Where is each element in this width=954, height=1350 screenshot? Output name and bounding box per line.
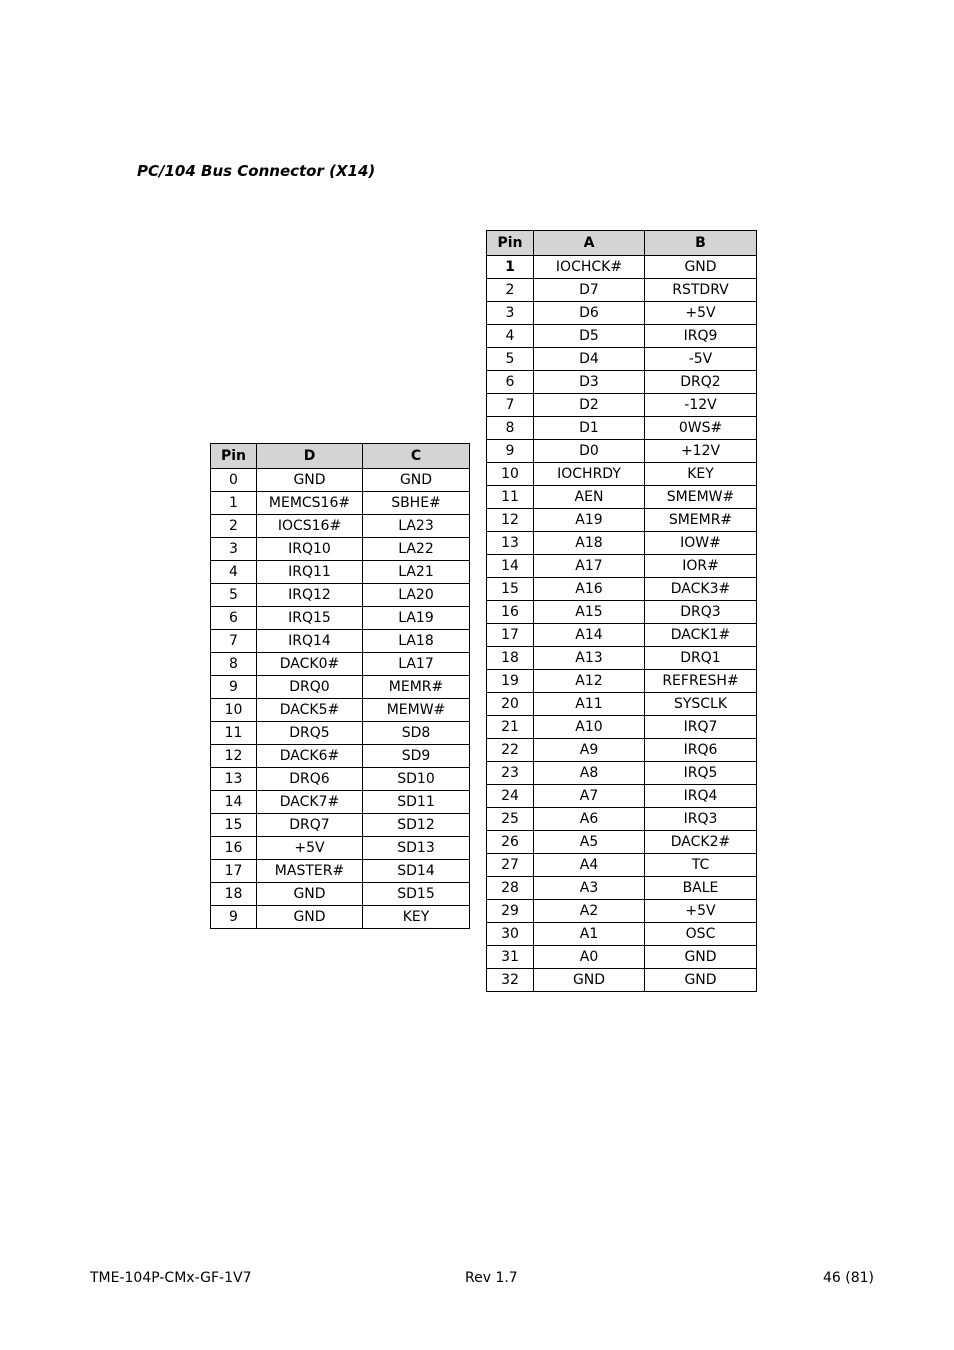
cell-signal-2: SD15: [363, 883, 470, 906]
cell-signal-1: GND: [257, 469, 363, 492]
cell-signal-2: TC: [645, 854, 757, 877]
cell-signal-2: DRQ3: [645, 601, 757, 624]
cell-signal-2: -5V: [645, 348, 757, 371]
cell-signal-1: D4: [534, 348, 645, 371]
cell-pin: 16: [211, 837, 257, 860]
cell-signal-1: IRQ10: [257, 538, 363, 561]
cell-signal-2: IOW#: [645, 532, 757, 555]
cell-signal-1: A13: [534, 647, 645, 670]
table-row: [487, 923, 757, 946]
cell-pin: 13: [211, 768, 257, 791]
cell-pin: 19: [487, 670, 534, 693]
cell-pin: 25: [487, 808, 534, 831]
cell-signal-1: DRQ0: [257, 676, 363, 699]
table-row: [487, 256, 757, 279]
cell-signal-2: SD12: [363, 814, 470, 837]
cell-pin: 14: [211, 791, 257, 814]
cell-signal-1: +5V: [257, 837, 363, 860]
cell-signal-2: -12V: [645, 394, 757, 417]
cell-pin: 11: [211, 722, 257, 745]
table-row: [487, 302, 757, 325]
cell-signal-2: GND: [645, 256, 757, 279]
cell-pin: 21: [487, 716, 534, 739]
cell-signal-1: IOCS16#: [257, 515, 363, 538]
cell-pin: 7: [487, 394, 534, 417]
cell-pin: 20: [487, 693, 534, 716]
cell-pin: 2: [487, 279, 534, 302]
cell-signal-1: MASTER#: [257, 860, 363, 883]
cell-pin: 4: [211, 561, 257, 584]
table-row: [487, 371, 757, 394]
cell-signal-2: LA19: [363, 607, 470, 630]
table-row: [211, 561, 470, 584]
cell-pin: 24: [487, 785, 534, 808]
table-row: [211, 699, 470, 722]
cell-signal-2: IRQ6: [645, 739, 757, 762]
cell-pin: 29: [487, 900, 534, 923]
cell-signal-2: OSC: [645, 923, 757, 946]
cell-signal-2: SD10: [363, 768, 470, 791]
table-row: [487, 946, 757, 969]
cell-signal-1: A16: [534, 578, 645, 601]
cell-signal-1: IOCHRDY: [534, 463, 645, 486]
table-row: [487, 785, 757, 808]
cell-signal-1: D2: [534, 394, 645, 417]
cell-signal-2: LA17: [363, 653, 470, 676]
cell-signal-2: SD8: [363, 722, 470, 745]
table-row: [487, 578, 757, 601]
pin-table-ab: [486, 230, 757, 992]
cell-signal-1: A17: [534, 555, 645, 578]
cell-signal-1: D3: [534, 371, 645, 394]
section-heading: PC/104 Bus Connector (X14): [137, 162, 376, 180]
cell-signal-1: DRQ7: [257, 814, 363, 837]
cell-signal-1: D7: [534, 279, 645, 302]
cell-pin: 6: [487, 371, 534, 394]
cell-signal-2: BALE: [645, 877, 757, 900]
table-row: [487, 877, 757, 900]
column-header-b: B: [645, 231, 757, 256]
cell-pin: 11: [487, 486, 534, 509]
cell-signal-2: SYSCLK: [645, 693, 757, 716]
cell-signal-1: A0: [534, 946, 645, 969]
cell-pin: 15: [487, 578, 534, 601]
cell-signal-1: GND: [257, 906, 363, 929]
cell-signal-2: SD14: [363, 860, 470, 883]
table-row: [487, 486, 757, 509]
table-row: [487, 279, 757, 302]
cell-signal-1: MEMCS16#: [257, 492, 363, 515]
cell-signal-2: GND: [645, 969, 757, 992]
cell-pin: 26: [487, 831, 534, 854]
cell-signal-2: IRQ9: [645, 325, 757, 348]
cell-signal-2: IRQ7: [645, 716, 757, 739]
cell-signal-2: IRQ5: [645, 762, 757, 785]
cell-signal-1: A12: [534, 670, 645, 693]
table-row: [211, 676, 470, 699]
column-header-c: C: [363, 444, 470, 469]
cell-pin: 1: [211, 492, 257, 515]
table-row: [487, 762, 757, 785]
cell-signal-2: MEMW#: [363, 699, 470, 722]
table-row: [487, 417, 757, 440]
cell-pin: 22: [487, 739, 534, 762]
table-row: [211, 837, 470, 860]
table-row: [487, 670, 757, 693]
cell-pin: 13: [487, 532, 534, 555]
cell-pin: 15: [211, 814, 257, 837]
cell-pin: 10: [487, 463, 534, 486]
table-header-row: [211, 444, 470, 469]
cell-signal-1: AEN: [534, 486, 645, 509]
cell-signal-2: IRQ3: [645, 808, 757, 831]
cell-signal-2: DACK2#: [645, 831, 757, 854]
table-row: [211, 515, 470, 538]
cell-signal-2: LA22: [363, 538, 470, 561]
cell-signal-2: DRQ2: [645, 371, 757, 394]
table-row: [487, 969, 757, 992]
table-row: [487, 463, 757, 486]
cell-signal-1: A9: [534, 739, 645, 762]
table-row: [211, 492, 470, 515]
cell-pin: 14: [487, 555, 534, 578]
cell-signal-2: DACK1#: [645, 624, 757, 647]
table-row: [487, 601, 757, 624]
cell-pin: 16: [487, 601, 534, 624]
cell-pin: 28: [487, 877, 534, 900]
cell-pin: 8: [487, 417, 534, 440]
cell-signal-1: D1: [534, 417, 645, 440]
footer-revision: Rev 1.7: [465, 1270, 518, 1286]
cell-pin: 3: [487, 302, 534, 325]
cell-signal-1: A6: [534, 808, 645, 831]
table-row: [487, 739, 757, 762]
table-row: [487, 532, 757, 555]
cell-signal-1: A15: [534, 601, 645, 624]
cell-signal-2: SD11: [363, 791, 470, 814]
cell-signal-2: MEMR#: [363, 676, 470, 699]
cell-signal-1: A7: [534, 785, 645, 808]
table-row: [487, 325, 757, 348]
cell-pin: 27: [487, 854, 534, 877]
cell-pin: 5: [487, 348, 534, 371]
cell-signal-1: A5: [534, 831, 645, 854]
footer-document-id: TME-104P-CMx-GF-1V7: [90, 1270, 252, 1286]
cell-signal-1: DACK6#: [257, 745, 363, 768]
cell-signal-2: DRQ1: [645, 647, 757, 670]
cell-signal-1: A2: [534, 900, 645, 923]
table-row: [211, 584, 470, 607]
cell-pin: 32: [487, 969, 534, 992]
cell-signal-1: A19: [534, 509, 645, 532]
cell-signal-1: IRQ15: [257, 607, 363, 630]
cell-signal-2: DACK3#: [645, 578, 757, 601]
cell-signal-2: KEY: [363, 906, 470, 929]
cell-pin: 9: [211, 676, 257, 699]
table-row: [487, 716, 757, 739]
cell-signal-1: D5: [534, 325, 645, 348]
table-row: [487, 900, 757, 923]
cell-pin: 3: [211, 538, 257, 561]
cell-pin: 18: [487, 647, 534, 670]
cell-pin: 12: [211, 745, 257, 768]
table-row: [211, 768, 470, 791]
cell-pin: 17: [487, 624, 534, 647]
table-header-row: [487, 231, 757, 256]
table-row: [211, 607, 470, 630]
cell-pin: 23: [487, 762, 534, 785]
cell-signal-2: SMEMR#: [645, 509, 757, 532]
table-row: [211, 814, 470, 837]
cell-signal-1: IRQ12: [257, 584, 363, 607]
cell-signal-1: D0: [534, 440, 645, 463]
cell-signal-2: KEY: [645, 463, 757, 486]
cell-signal-2: +5V: [645, 900, 757, 923]
cell-signal-2: GND: [645, 946, 757, 969]
cell-pin: 6: [211, 607, 257, 630]
cell-signal-1: DACK5#: [257, 699, 363, 722]
cell-signal-1: DACK0#: [257, 653, 363, 676]
cell-signal-1: DACK7#: [257, 791, 363, 814]
cell-signal-1: A4: [534, 854, 645, 877]
cell-signal-1: DRQ6: [257, 768, 363, 791]
cell-signal-1: A1: [534, 923, 645, 946]
table-row: [211, 883, 470, 906]
table-row: [211, 745, 470, 768]
cell-signal-2: IRQ4: [645, 785, 757, 808]
cell-pin: 5: [211, 584, 257, 607]
table-row: [487, 854, 757, 877]
cell-signal-1: A18: [534, 532, 645, 555]
cell-pin: 8: [211, 653, 257, 676]
cell-signal-2: 0WS#: [645, 417, 757, 440]
cell-signal-1: A8: [534, 762, 645, 785]
table-row: [487, 831, 757, 854]
table-row: [487, 808, 757, 831]
table-row: [211, 791, 470, 814]
cell-signal-2: LA20: [363, 584, 470, 607]
cell-signal-2: IOR#: [645, 555, 757, 578]
cell-signal-1: D6: [534, 302, 645, 325]
table-row: [211, 538, 470, 561]
cell-pin: 7: [211, 630, 257, 653]
cell-pin: 18: [211, 883, 257, 906]
cell-signal-1: A11: [534, 693, 645, 716]
cell-pin: 4: [487, 325, 534, 348]
cell-pin: 17: [211, 860, 257, 883]
table-row: [211, 630, 470, 653]
cell-signal-1: IOCHCK#: [534, 256, 645, 279]
cell-signal-1: GND: [257, 883, 363, 906]
cell-pin: 9: [211, 906, 257, 929]
table-row: [211, 653, 470, 676]
column-header-pin: Pin: [487, 231, 534, 256]
table-row: [487, 509, 757, 532]
column-header-a: A: [534, 231, 645, 256]
cell-signal-1: GND: [534, 969, 645, 992]
cell-signal-2: +12V: [645, 440, 757, 463]
cell-pin: 9: [487, 440, 534, 463]
cell-signal-2: LA18: [363, 630, 470, 653]
cell-signal-2: SD9: [363, 745, 470, 768]
table-row: [487, 647, 757, 670]
table-row: [487, 440, 757, 463]
cell-signal-2: RSTDRV: [645, 279, 757, 302]
cell-signal-2: GND: [363, 469, 470, 492]
cell-signal-1: A3: [534, 877, 645, 900]
cell-signal-2: REFRESH#: [645, 670, 757, 693]
cell-signal-1: IRQ11: [257, 561, 363, 584]
table-row: [211, 906, 470, 929]
pin-table-dc: [210, 443, 470, 929]
cell-signal-2: +5V: [645, 302, 757, 325]
column-header-pin: Pin: [211, 444, 257, 469]
column-header-d: D: [257, 444, 363, 469]
cell-signal-2: SMEMW#: [645, 486, 757, 509]
cell-signal-1: A14: [534, 624, 645, 647]
cell-pin: 30: [487, 923, 534, 946]
cell-signal-2: LA21: [363, 561, 470, 584]
cell-signal-1: IRQ14: [257, 630, 363, 653]
cell-pin: 2: [211, 515, 257, 538]
cell-signal-1: A10: [534, 716, 645, 739]
cell-signal-2: SD13: [363, 837, 470, 860]
cell-signal-1: DRQ5: [257, 722, 363, 745]
cell-signal-2: SBHE#: [363, 492, 470, 515]
cell-pin: 0: [211, 469, 257, 492]
cell-pin: 31: [487, 946, 534, 969]
table-row: [211, 469, 470, 492]
cell-pin: 12: [487, 509, 534, 532]
cell-signal-2: LA23: [363, 515, 470, 538]
table-row: [487, 555, 757, 578]
table-row: [211, 860, 470, 883]
footer-page-number: 46 (81): [822, 1270, 874, 1286]
table-row: [487, 394, 757, 417]
table-row: [487, 348, 757, 371]
table-row: [487, 693, 757, 716]
table-row: [487, 624, 757, 647]
table-row: [211, 722, 470, 745]
cell-pin: 10: [211, 699, 257, 722]
cell-pin: 1: [487, 256, 534, 279]
